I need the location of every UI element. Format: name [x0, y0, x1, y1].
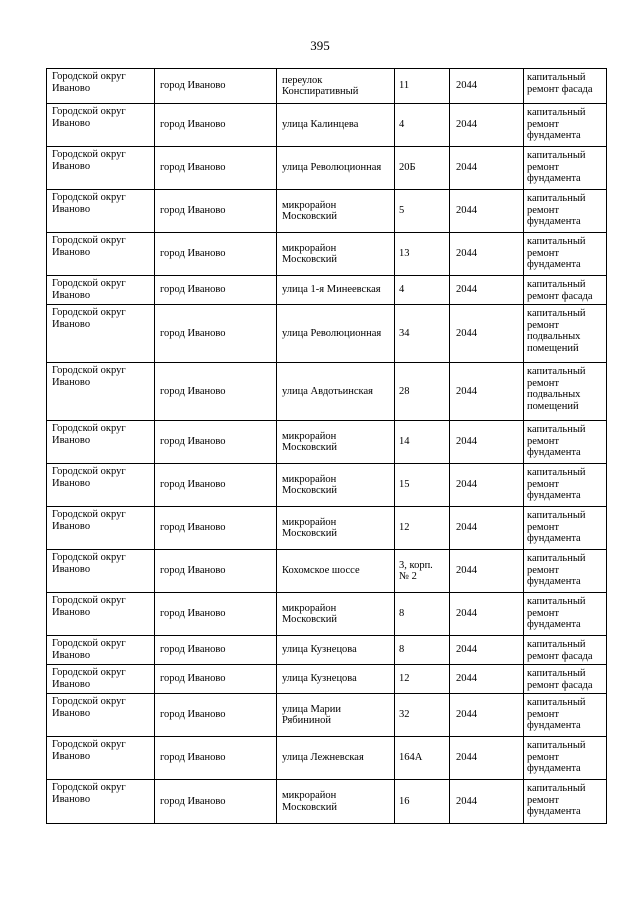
page-number: 395: [310, 38, 330, 53]
work-type-cell: капитальный ремонт подвальных помещений: [524, 363, 607, 421]
repair-schedule-table: [46, 68, 607, 824]
table-row: [47, 636, 607, 665]
street-cell: переулок Конспиративный: [277, 69, 395, 104]
district-cell: Городской округ Иваново: [47, 593, 155, 636]
city-cell: город Иваново: [155, 737, 277, 780]
city-cell: город Иваново: [155, 636, 277, 665]
house-number-cell: 4: [395, 104, 450, 147]
district-cell: Городской округ Иваново: [47, 190, 155, 233]
street-cell: микрорайон Московский: [277, 190, 395, 233]
district-cell: Городской округ Иваново: [47, 550, 155, 593]
street-cell: микрорайон Московский: [277, 421, 395, 464]
table-row: [47, 147, 607, 190]
city-cell: город Иваново: [155, 190, 277, 233]
district-cell: Городской округ Иваново: [47, 636, 155, 665]
city-cell: город Иваново: [155, 507, 277, 550]
district-cell: Городской округ Иваново: [47, 363, 155, 421]
year-cell: 2044: [450, 147, 524, 190]
year-cell: 2044: [450, 233, 524, 276]
district-cell: Городской округ Иваново: [47, 780, 155, 824]
city-cell: город Иваново: [155, 593, 277, 636]
street-cell: улица Калинцева: [277, 104, 395, 147]
year-cell: 2044: [450, 305, 524, 363]
street-cell: микрорайон Московский: [277, 780, 395, 824]
work-type-cell: капитальный ремонт фундамента: [524, 147, 607, 190]
city-cell: город Иваново: [155, 464, 277, 507]
table-row: [47, 363, 607, 421]
table-row: [47, 276, 607, 305]
house-number-cell: 12: [395, 507, 450, 550]
work-type-cell: капитальный ремонт фундамента: [524, 464, 607, 507]
year-cell: 2044: [450, 593, 524, 636]
table-body: [47, 69, 607, 824]
table-row: [47, 737, 607, 780]
district-cell: Городской округ Иваново: [47, 507, 155, 550]
work-type-cell: капитальный ремонт фасада: [524, 69, 607, 104]
district-cell: Городской округ Иваново: [47, 147, 155, 190]
street-cell: Кохомское шоссе: [277, 550, 395, 593]
table-row: [47, 780, 607, 824]
house-number-cell: 12: [395, 665, 450, 694]
district-cell: Городской округ Иваново: [47, 421, 155, 464]
year-cell: 2044: [450, 276, 524, 305]
street-cell: улица Кузнецова: [277, 636, 395, 665]
table-row: [47, 665, 607, 694]
city-cell: город Иваново: [155, 276, 277, 305]
table-row: [47, 190, 607, 233]
street-cell: улица 1-я Минеевская: [277, 276, 395, 305]
table-row: [47, 464, 607, 507]
house-number-cell: 14: [395, 421, 450, 464]
district-cell: Городской округ Иваново: [47, 464, 155, 507]
house-number-cell: 15: [395, 464, 450, 507]
work-type-cell: капитальный ремонт фундамента: [524, 104, 607, 147]
work-type-cell: капитальный ремонт фундамента: [524, 421, 607, 464]
house-number-cell: 20Б: [395, 147, 450, 190]
street-cell: улица Авдотьинская: [277, 363, 395, 421]
district-cell: Городской округ Иваново: [47, 694, 155, 737]
work-type-cell: капитальный ремонт фасада: [524, 276, 607, 305]
city-cell: город Иваново: [155, 665, 277, 694]
city-cell: город Иваново: [155, 421, 277, 464]
house-number-cell: 8: [395, 636, 450, 665]
year-cell: 2044: [450, 780, 524, 824]
city-cell: город Иваново: [155, 550, 277, 593]
work-type-cell: капитальный ремонт фундамента: [524, 550, 607, 593]
work-type-cell: капитальный ремонт фундамента: [524, 190, 607, 233]
table-row: [47, 233, 607, 276]
district-cell: Городской округ Иваново: [47, 276, 155, 305]
city-cell: город Иваново: [155, 104, 277, 147]
district-cell: Городской округ Иваново: [47, 69, 155, 104]
house-number-cell: 4: [395, 276, 450, 305]
street-cell: микрорайон Московский: [277, 464, 395, 507]
work-type-cell: капитальный ремонт фундамента: [524, 593, 607, 636]
year-cell: 2044: [450, 507, 524, 550]
city-cell: город Иваново: [155, 363, 277, 421]
house-number-cell: 3, корп. № 2: [395, 550, 450, 593]
street-cell: микрорайон Московский: [277, 233, 395, 276]
year-cell: 2044: [450, 737, 524, 780]
street-cell: улица Кузнецова: [277, 665, 395, 694]
year-cell: 2044: [450, 694, 524, 737]
house-number-cell: 28: [395, 363, 450, 421]
year-cell: 2044: [450, 363, 524, 421]
table-row: [47, 421, 607, 464]
house-number-cell: 32: [395, 694, 450, 737]
year-cell: 2044: [450, 665, 524, 694]
city-cell: город Иваново: [155, 233, 277, 276]
house-number-cell: 164А: [395, 737, 450, 780]
year-cell: 2044: [450, 464, 524, 507]
house-number-cell: 11: [395, 69, 450, 104]
city-cell: город Иваново: [155, 305, 277, 363]
year-cell: 2044: [450, 421, 524, 464]
city-cell: город Иваново: [155, 694, 277, 737]
work-type-cell: капитальный ремонт фундамента: [524, 507, 607, 550]
street-cell: микрорайон Московский: [277, 593, 395, 636]
year-cell: 2044: [450, 69, 524, 104]
work-type-cell: капитальный ремонт подвальных помещений: [524, 305, 607, 363]
year-cell: 2044: [450, 104, 524, 147]
year-cell: 2044: [450, 550, 524, 593]
table-row: [47, 593, 607, 636]
work-type-cell: капитальный ремонт фундамента: [524, 233, 607, 276]
house-number-cell: 16: [395, 780, 450, 824]
house-number-cell: 5: [395, 190, 450, 233]
work-type-cell: капитальный ремонт фасада: [524, 636, 607, 665]
district-cell: Городской округ Иваново: [47, 665, 155, 694]
street-cell: микрорайон Московский: [277, 507, 395, 550]
district-cell: Городской округ Иваново: [47, 737, 155, 780]
street-cell: улица Лежневская: [277, 737, 395, 780]
work-type-cell: капитальный ремонт фасада: [524, 665, 607, 694]
street-cell: улица Марии Рябининой: [277, 694, 395, 737]
city-cell: город Иваново: [155, 69, 277, 104]
district-cell: Городской округ Иваново: [47, 305, 155, 363]
year-cell: 2044: [450, 636, 524, 665]
table-row: [47, 104, 607, 147]
street-cell: улица Революционная: [277, 147, 395, 190]
city-cell: город Иваново: [155, 147, 277, 190]
work-type-cell: капитальный ремонт фундамента: [524, 737, 607, 780]
house-number-cell: 34: [395, 305, 450, 363]
house-number-cell: 8: [395, 593, 450, 636]
table-row: [47, 550, 607, 593]
table-row: [47, 694, 607, 737]
year-cell: 2044: [450, 190, 524, 233]
house-number-cell: 13: [395, 233, 450, 276]
city-cell: город Иваново: [155, 780, 277, 824]
street-cell: улица Революционная: [277, 305, 395, 363]
work-type-cell: капитальный ремонт фундамента: [524, 780, 607, 824]
table-row: [47, 69, 607, 104]
work-type-cell: капитальный ремонт фундамента: [524, 694, 607, 737]
district-cell: Городской округ Иваново: [47, 233, 155, 276]
table-row: [47, 507, 607, 550]
district-cell: Городской округ Иваново: [47, 104, 155, 147]
table-row: [47, 305, 607, 363]
